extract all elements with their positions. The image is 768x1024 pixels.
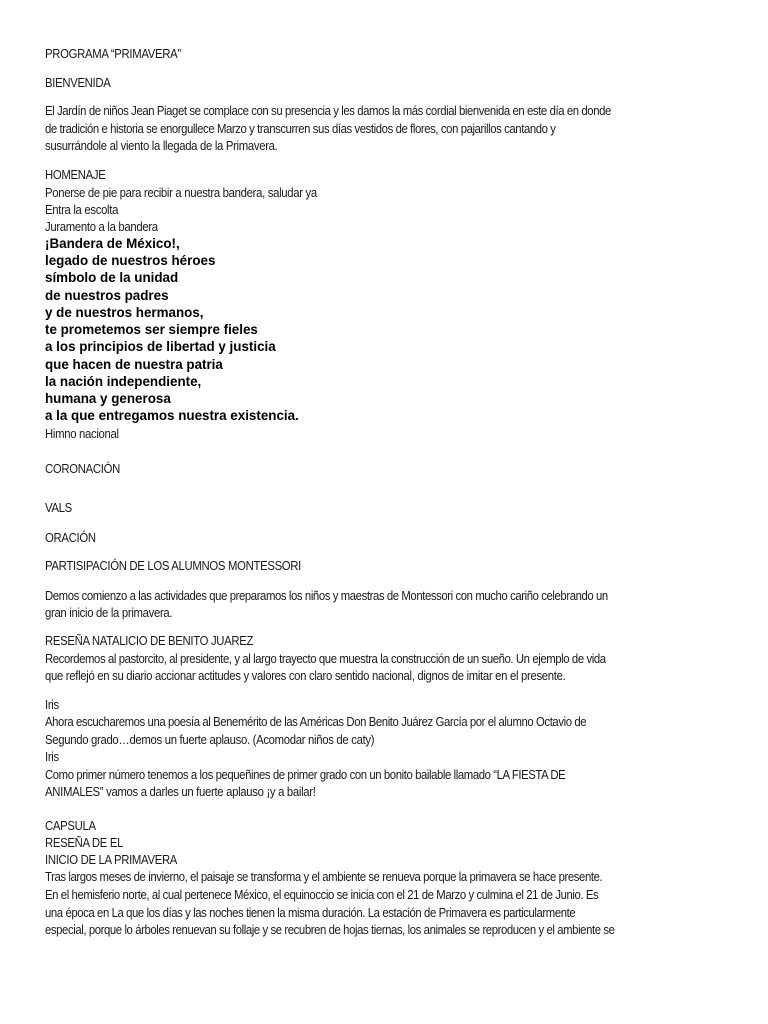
- capsula-subheading: INICIO DE LA PRIMAVERA: [45, 853, 178, 867]
- capsula-line: Tras largos meses de invierno, el paisaje se transforma y el ambiente se renueva porque la primavera se hace presente.: [45, 870, 603, 884]
- anthem-line: Himno nacional: [45, 427, 119, 441]
- iris-line: Segundo grado…demos un fuerte aplauso. (Acomodar niños de caty): [45, 733, 375, 747]
- juarez-line: Recordemos al pastorcito, al presidente, y al largo trayecto que muestra la construcción de un sueño. Un ejemplo de vida: [45, 652, 606, 666]
- montessori-line: Demos comienzo a las actividades que preparamos los niños y maestras de Montessori con mucho cariño celebrando un: [45, 589, 608, 603]
- vals-heading: VALS: [45, 501, 72, 515]
- oath-line: te prometemos ser siempre fieles: [45, 322, 258, 337]
- juarez-heading: RESEÑA NATALICIO DE BENITO JUAREZ: [45, 634, 254, 648]
- program-title: PROGRAMA “PRIMAVERA”: [45, 47, 181, 61]
- bienvenida-line: susurrándole al viento la llegada de la Primavera.: [45, 139, 278, 153]
- bienvenida-line: de tradición e historia se enorgullece Marzo y transcurren sus días vestidos de flores, con pajarillos cantando y: [45, 122, 556, 136]
- oath-line: la nación independiente,: [45, 374, 202, 389]
- bienvenida-heading: BIENVENIDA: [45, 76, 111, 90]
- juarez-line: que reflejó en su diario accionar actitudes y valores con claro sentido nacional, dignos de imitar en el presente.: [45, 669, 566, 683]
- capsula-heading: CAPSULA: [45, 819, 96, 833]
- oath-line: a los principios de libertad y justicia: [45, 339, 276, 354]
- oath-line: humana y generosa: [45, 391, 171, 406]
- iris-line: Como primer número tenemos a los pequeñines de primer grado con un bonito bailable llamado “LA FIESTA DE: [45, 768, 566, 782]
- iris-name: Iris: [45, 750, 59, 764]
- oath-line: legado de nuestros héroes: [45, 253, 216, 268]
- montessori-line: gran inicio de la primavera.: [45, 606, 173, 620]
- oath-line: símbolo de la unidad: [45, 270, 179, 285]
- oath-line: que hacen de nuestra patria: [45, 357, 223, 372]
- montessori-heading: PARTISIPACIÓN DE LOS ALUMNOS MONTESSORI: [45, 559, 302, 573]
- oracion-heading: ORACIÓN: [45, 531, 96, 545]
- iris-line: Ahora escucharemos una poesía al Benemérito de las Américas Don Benito Juárez García por el alumno Octavio de: [45, 715, 587, 729]
- capsula-line: En el hemisferio norte, al cual pertenece México, el equinoccio se inicia con el 21 de Marzo y culmina el 21 de Junio. Es: [45, 888, 599, 902]
- bienvenida-line: El Jardín de niños Jean Piaget se complace con su presencia y les damos la más cordial bienvenida en este día en donde: [45, 104, 611, 118]
- capsula-line: especial, porque lo árboles renuevan su follaje y se recubren de hojas tiernas, los animales se reproducen y el ambiente se: [45, 923, 615, 937]
- homenaje-line: Ponerse de pie para recibir a nuestra bandera, saludar ya: [45, 186, 317, 200]
- capsula-subheading: RESEÑA DE EL: [45, 836, 124, 850]
- iris-name: Iris: [45, 698, 59, 712]
- homenaje-heading: HOMENAJE: [45, 168, 106, 182]
- coronacion-heading: CORONACIÓN: [45, 462, 120, 476]
- oath-line: y de nuestros hermanos,: [45, 305, 204, 320]
- capsula-line: una época en La que los días y las noches tienen la misma duración. La estación de Primavera es particularmente: [45, 906, 576, 920]
- oath-line: a la que entregamos nuestra existencia.: [45, 408, 299, 423]
- oath-line: de nuestros padres: [45, 288, 169, 303]
- homenaje-line: Juramento a la bandera: [45, 220, 158, 234]
- homenaje-line: Entra la escolta: [45, 203, 119, 217]
- oath-line: ¡Bandera de México!,: [45, 236, 180, 251]
- iris-line: ANIMALES” vamos a darles un fuerte aplauso ¡y a bailar!: [45, 785, 316, 799]
